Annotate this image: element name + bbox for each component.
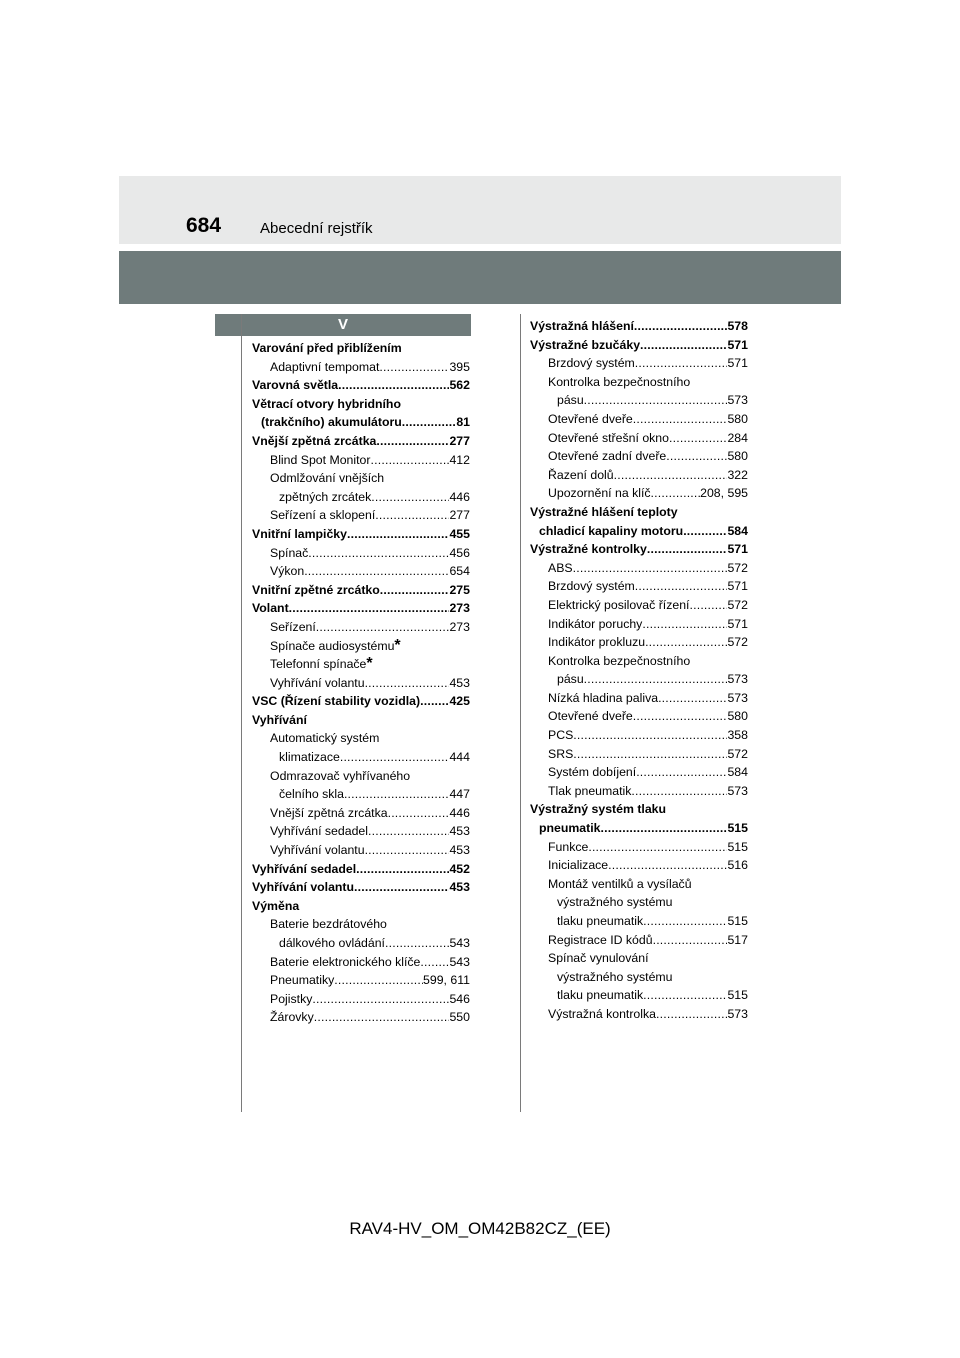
index-subentry bbox=[252, 990, 470, 1009]
page-number: 684 bbox=[186, 214, 222, 237]
page-reference: 543 bbox=[449, 936, 470, 950]
dot-leader bbox=[338, 376, 449, 395]
entry-term: čelního skla bbox=[279, 787, 344, 802]
dot-leader bbox=[376, 432, 449, 451]
page-reference: 275 bbox=[449, 582, 470, 597]
dot-leader bbox=[635, 354, 728, 373]
page-reference: 425 bbox=[449, 694, 470, 709]
entry-term: Automatický systém bbox=[270, 731, 380, 746]
dot-leader bbox=[356, 860, 449, 879]
dot-leader bbox=[658, 689, 727, 708]
entry-term: Tlak pneumatik bbox=[548, 783, 632, 798]
dot-leader bbox=[375, 506, 449, 525]
index-subentry bbox=[530, 838, 748, 857]
page-reference: 580 bbox=[727, 449, 748, 464]
index-subentry bbox=[530, 559, 748, 578]
dot-leader bbox=[573, 559, 728, 578]
index-subentry bbox=[252, 358, 470, 377]
entry-term: Vnitřní zpětné zrcátko bbox=[252, 582, 380, 597]
dot-leader bbox=[371, 488, 449, 507]
index-entry bbox=[252, 878, 470, 897]
index-subentry bbox=[530, 949, 748, 968]
index-entry bbox=[252, 395, 470, 414]
page-reference: 584 bbox=[727, 523, 748, 538]
entry-term: Výstražné kontrolky bbox=[530, 542, 647, 557]
index-subentry bbox=[252, 841, 470, 860]
entry-term: Žárovky bbox=[270, 1010, 314, 1025]
dot-leader bbox=[633, 707, 728, 726]
index-subentry bbox=[252, 934, 470, 953]
page-reference: 447 bbox=[449, 787, 470, 802]
dot-leader bbox=[388, 804, 450, 823]
index-subentry bbox=[530, 615, 748, 634]
index-subentry bbox=[530, 652, 748, 671]
dot-leader bbox=[420, 953, 449, 972]
entry-term: Spínač vynulování bbox=[548, 951, 649, 966]
index-subentry bbox=[252, 729, 470, 748]
index-subentry bbox=[530, 391, 748, 410]
index-subentry bbox=[252, 413, 470, 432]
entry-term: (trakčního) akumulátoru bbox=[261, 415, 402, 430]
index-entry bbox=[252, 860, 470, 879]
index-subentry bbox=[530, 986, 748, 1005]
entry-term: Výkon bbox=[270, 564, 305, 579]
dot-leader bbox=[635, 577, 728, 596]
entry-term: tlaku pneumatik bbox=[557, 914, 644, 928]
index-entry bbox=[530, 317, 748, 336]
page-reference: 572 bbox=[727, 746, 748, 761]
entry-term: Montáž ventilků a vysílačů bbox=[548, 876, 692, 891]
page-reference: 515 bbox=[727, 839, 748, 854]
dot-leader bbox=[647, 540, 728, 559]
header-dark-band bbox=[119, 251, 841, 304]
entry-term: Pojistky bbox=[270, 991, 313, 1006]
page-reference: 273 bbox=[449, 601, 470, 616]
entry-term: Telefonní spínače bbox=[270, 657, 367, 672]
page-reference: 571 bbox=[727, 356, 748, 371]
index-subentry bbox=[252, 674, 470, 693]
entry-term: Otevřené dveře bbox=[548, 411, 633, 426]
index-subentry bbox=[252, 804, 470, 823]
entry-term: Funkce bbox=[548, 839, 589, 854]
entry-term: Seřízení a sklopení bbox=[270, 508, 376, 523]
page-reference: 573 bbox=[727, 393, 748, 408]
page-reference: 550 bbox=[449, 1010, 470, 1025]
index-subentry bbox=[252, 822, 470, 841]
page-reference: 515 bbox=[727, 988, 748, 1003]
page-reference: 573 bbox=[727, 690, 748, 705]
page-reference: 571 bbox=[727, 616, 748, 631]
index-subentry: Spínače audiosystému * bbox=[270, 636, 401, 654]
entry-term: Seřízení bbox=[270, 619, 316, 634]
index-subentry bbox=[252, 488, 470, 507]
index-subentry bbox=[530, 633, 748, 652]
entry-term: výstražného systému bbox=[557, 969, 673, 984]
index-subentry bbox=[252, 618, 470, 637]
index-subentry bbox=[252, 506, 470, 525]
index-entry bbox=[530, 540, 748, 559]
page-reference: 322 bbox=[727, 467, 748, 482]
entry-term: Blind Spot Monitor bbox=[270, 452, 371, 467]
page-reference: 452 bbox=[449, 861, 470, 876]
index-subentry bbox=[530, 726, 748, 745]
index-subentry bbox=[252, 785, 470, 804]
dot-leader bbox=[656, 1005, 727, 1024]
entry-term: Elektrický posilovač řízení bbox=[548, 597, 690, 612]
entry-term: Brzdový systém bbox=[548, 579, 635, 594]
entry-term: Otevřené dveře bbox=[548, 709, 633, 724]
entry-term: Větrací otvory hybridního bbox=[252, 396, 401, 411]
entry-term: Inicializace bbox=[548, 858, 609, 873]
entry-term: chladicí kapaliny motoru bbox=[539, 523, 684, 538]
entry-term: výstražného systému bbox=[557, 895, 673, 910]
page-reference: 453 bbox=[449, 824, 470, 839]
index-subentry bbox=[530, 912, 748, 931]
page-reference: 446 bbox=[449, 489, 470, 504]
page-reference: 455 bbox=[449, 526, 470, 541]
dot-leader bbox=[631, 782, 727, 801]
index-entry bbox=[252, 339, 470, 358]
dot-leader bbox=[643, 986, 727, 1005]
column-divider-right bbox=[520, 314, 521, 1112]
dot-leader bbox=[601, 819, 728, 838]
dot-leader bbox=[573, 726, 727, 745]
index-subentry bbox=[252, 469, 470, 488]
entry-term: Vyhřívání sedadel bbox=[270, 824, 368, 839]
entry-term: Kontrolka bezpečnostního bbox=[548, 653, 691, 668]
index-entry bbox=[530, 503, 748, 522]
page-reference: 572 bbox=[727, 597, 748, 612]
index-subentry bbox=[252, 1008, 470, 1027]
page-reference: 446 bbox=[449, 805, 470, 820]
entry-term: Vyhřívání volantu bbox=[270, 675, 365, 690]
page-reference: 578 bbox=[727, 319, 748, 333]
index-subentry bbox=[530, 856, 748, 875]
page-reference: 284 bbox=[727, 430, 748, 445]
dot-leader bbox=[633, 410, 728, 429]
entry-term: Varovná světla bbox=[252, 378, 339, 393]
dot-leader bbox=[316, 618, 450, 637]
index-subentry bbox=[252, 748, 470, 767]
dot-leader bbox=[584, 391, 728, 410]
dot-leader bbox=[334, 971, 423, 990]
page-reference: 208, 595 bbox=[700, 486, 748, 501]
dot-leader bbox=[304, 562, 449, 581]
entry-term: Výstražná hlášení bbox=[530, 319, 634, 333]
page-reference: 573 bbox=[727, 783, 748, 798]
dot-leader bbox=[669, 429, 727, 448]
page-reference: 277 bbox=[449, 508, 470, 523]
entry-term: Systém dobíjení bbox=[548, 765, 637, 780]
dot-leader bbox=[370, 451, 449, 470]
index-subentry bbox=[530, 447, 748, 466]
page-reference: 517 bbox=[727, 932, 748, 947]
page-reference: 572 bbox=[727, 560, 748, 575]
index-subentry bbox=[530, 429, 748, 448]
dot-leader bbox=[314, 1008, 450, 1027]
entry-term: Výměna bbox=[252, 898, 300, 913]
page-reference: 571 bbox=[727, 542, 748, 557]
index-subentry bbox=[530, 577, 748, 596]
column-divider-left bbox=[241, 314, 242, 1112]
index-subentry bbox=[530, 689, 748, 708]
page-reference: 571 bbox=[727, 337, 748, 352]
dot-leader bbox=[344, 785, 450, 804]
index-subentry bbox=[530, 1005, 748, 1024]
page-reference: 358 bbox=[727, 728, 748, 743]
page-reference: 395 bbox=[449, 359, 470, 374]
index-entry bbox=[252, 581, 470, 600]
dot-leader bbox=[651, 484, 701, 503]
entry-term: Indikátor prokluzu bbox=[548, 635, 646, 650]
dot-leader bbox=[666, 447, 727, 466]
page-reference: 456 bbox=[449, 545, 470, 560]
dot-leader bbox=[385, 934, 449, 953]
index-letter-heading: V bbox=[215, 314, 471, 336]
dot-leader bbox=[354, 878, 449, 897]
page-reference: 584 bbox=[727, 765, 748, 780]
index-subentry bbox=[530, 782, 748, 801]
dot-leader bbox=[608, 856, 727, 875]
index-subentry bbox=[530, 354, 748, 373]
index-column-right bbox=[530, 317, 748, 1024]
index-subentry bbox=[530, 670, 748, 689]
entry-term: Vnější zpětná zrcátka bbox=[270, 805, 388, 820]
entry-term: Odmlžování vnějších bbox=[270, 471, 385, 486]
page-reference: 515 bbox=[727, 914, 748, 928]
page-reference: 580 bbox=[727, 709, 748, 724]
index-subentry bbox=[530, 893, 748, 912]
index-entry bbox=[252, 376, 470, 395]
entry-term: Spínač bbox=[270, 545, 309, 560]
index-entry bbox=[530, 336, 748, 355]
index-subentry bbox=[252, 562, 470, 581]
index-subentry bbox=[530, 484, 748, 503]
page-reference: 573 bbox=[727, 1006, 748, 1021]
entry-term: Spínače audiosystému bbox=[270, 638, 395, 653]
page-reference: 453 bbox=[449, 843, 470, 858]
page-reference: 515 bbox=[727, 821, 748, 836]
entry-term: PCS bbox=[548, 728, 574, 743]
entry-term: Výstražný systém tlaku bbox=[530, 802, 667, 817]
dot-leader bbox=[614, 466, 728, 485]
page-reference: 277 bbox=[449, 433, 470, 448]
dot-leader bbox=[683, 522, 727, 541]
entry-term: Řazení dolů bbox=[548, 467, 614, 482]
dot-leader bbox=[645, 633, 727, 652]
entry-term: pásu bbox=[557, 672, 584, 687]
index-subentry bbox=[530, 707, 748, 726]
entry-term: Vyhřívání bbox=[252, 712, 307, 727]
page-reference: 546 bbox=[449, 991, 470, 1006]
index-subentry bbox=[530, 522, 748, 541]
page-reference: 543 bbox=[449, 954, 470, 969]
index-entry bbox=[252, 432, 470, 451]
dot-leader bbox=[584, 670, 728, 689]
dot-leader bbox=[347, 525, 449, 544]
index-subentry bbox=[252, 544, 470, 563]
dot-leader bbox=[640, 336, 727, 355]
index-subentry bbox=[530, 745, 748, 764]
page-reference: 412 bbox=[449, 452, 470, 467]
entry-term: dálkového ovládání bbox=[279, 936, 385, 950]
dot-leader bbox=[588, 838, 727, 857]
index-subentry bbox=[252, 767, 470, 786]
entry-term: VSC (Řízení stability vozidla) bbox=[252, 694, 421, 709]
page-reference: 571 bbox=[727, 579, 748, 594]
entry-term: Otevřené střešní okno bbox=[548, 430, 669, 445]
entry-term: Vnější zpětná zrcátka bbox=[252, 433, 377, 448]
index-subentry bbox=[530, 410, 748, 429]
dot-leader bbox=[643, 912, 727, 931]
dot-leader bbox=[380, 581, 450, 600]
dot-leader bbox=[312, 990, 449, 1009]
dot-leader bbox=[653, 931, 728, 950]
entry-term: zpětných zrcátek bbox=[279, 489, 372, 504]
entry-term: pásu bbox=[557, 393, 584, 408]
page-reference: 81 bbox=[456, 415, 470, 430]
page-reference: 599, 611 bbox=[423, 973, 470, 988]
entry-term: Vyhřívání volantu bbox=[270, 843, 365, 858]
entry-term: Baterie bezdrátového bbox=[270, 917, 387, 932]
entry-term: Kontrolka bezpečnostního bbox=[548, 374, 691, 389]
dot-leader bbox=[289, 599, 450, 618]
header-band bbox=[119, 176, 841, 244]
index-subentry bbox=[252, 915, 470, 934]
entry-term: Výstražné bzučáky bbox=[530, 337, 641, 352]
dot-leader bbox=[573, 745, 727, 764]
entry-term: Indikátor poruchy bbox=[548, 616, 643, 631]
page-reference: 453 bbox=[449, 675, 470, 690]
entry-term: Adaptivní tempomat bbox=[270, 359, 380, 374]
entry-term: Baterie elektronického klíče bbox=[270, 954, 421, 969]
entry-term: Odmrazovač vyhřívaného bbox=[270, 768, 411, 783]
entry-term: SRS bbox=[548, 746, 574, 761]
dot-leader bbox=[689, 596, 727, 615]
page-reference: 273 bbox=[449, 619, 470, 634]
entry-term: pneumatik bbox=[539, 821, 601, 836]
page-reference: 562 bbox=[449, 378, 470, 393]
section-title: Abecední rejstřík bbox=[260, 220, 373, 237]
index-subentry bbox=[530, 596, 748, 615]
page-reference: 444 bbox=[449, 750, 470, 765]
index-subentry bbox=[530, 931, 748, 950]
page-reference: 572 bbox=[727, 635, 748, 650]
dot-leader bbox=[368, 822, 449, 841]
dot-leader bbox=[308, 544, 449, 563]
dot-leader bbox=[642, 615, 727, 634]
entry-term: Upozornění na klíč bbox=[548, 486, 651, 501]
entry-term: tlaku pneumatik bbox=[557, 988, 644, 1003]
index-column-left bbox=[252, 339, 470, 1027]
dot-leader bbox=[365, 841, 450, 860]
index-subentry bbox=[252, 953, 470, 972]
entry-term: Registrace ID kódů bbox=[548, 932, 653, 947]
index-entry bbox=[252, 692, 470, 711]
dot-leader bbox=[634, 317, 728, 336]
entry-term: Vnitřní lampičky bbox=[252, 526, 347, 541]
index-entry bbox=[252, 525, 470, 544]
dot-leader bbox=[379, 358, 449, 377]
index-subentry: Telefonní spínače * bbox=[270, 655, 373, 673]
index-subentry bbox=[530, 875, 748, 894]
index-entry bbox=[252, 897, 470, 916]
entry-term: Otevřené zadní dveře bbox=[548, 449, 667, 464]
dot-leader bbox=[636, 763, 727, 782]
entry-term: Vyhřívání volantu bbox=[252, 880, 355, 895]
entry-term: Vyhřívání sedadel bbox=[252, 861, 357, 876]
page-reference: 453 bbox=[449, 880, 470, 895]
index-subentry bbox=[530, 968, 748, 987]
entry-term: Nízká hladina paliva bbox=[548, 690, 659, 705]
entry-term: Výstražné hlášení teploty bbox=[530, 504, 678, 519]
entry-term: Volant bbox=[252, 601, 289, 616]
index-subentry bbox=[530, 819, 748, 838]
index-subentry bbox=[252, 971, 470, 990]
index-subentry bbox=[530, 466, 748, 485]
index-subentry bbox=[530, 373, 748, 392]
entry-term: Varování před přiblížením bbox=[252, 341, 402, 355]
document-code-footer: RAV4-HV_OM_OM42B82CZ_(EE) bbox=[349, 1219, 611, 1238]
page-reference: 516 bbox=[727, 858, 748, 873]
dot-leader bbox=[402, 413, 457, 432]
index-entry bbox=[530, 800, 748, 819]
index-entry bbox=[252, 599, 470, 618]
entry-term: Brzdový systém bbox=[548, 356, 635, 371]
page-reference: 580 bbox=[727, 411, 748, 426]
entry-term: Pneumatiky bbox=[270, 973, 335, 988]
page-reference: 654 bbox=[449, 564, 470, 579]
entry-term: Výstražná kontrolka bbox=[548, 1006, 656, 1021]
entry-term: klimatizace bbox=[279, 750, 340, 765]
dot-leader bbox=[340, 748, 450, 767]
index-subentry bbox=[252, 451, 470, 470]
entry-term: ABS bbox=[548, 560, 573, 575]
index-subentry bbox=[530, 763, 748, 782]
dot-leader bbox=[420, 692, 449, 711]
page-reference: 573 bbox=[727, 672, 748, 687]
dot-leader bbox=[365, 674, 450, 693]
index-entry bbox=[252, 711, 470, 730]
